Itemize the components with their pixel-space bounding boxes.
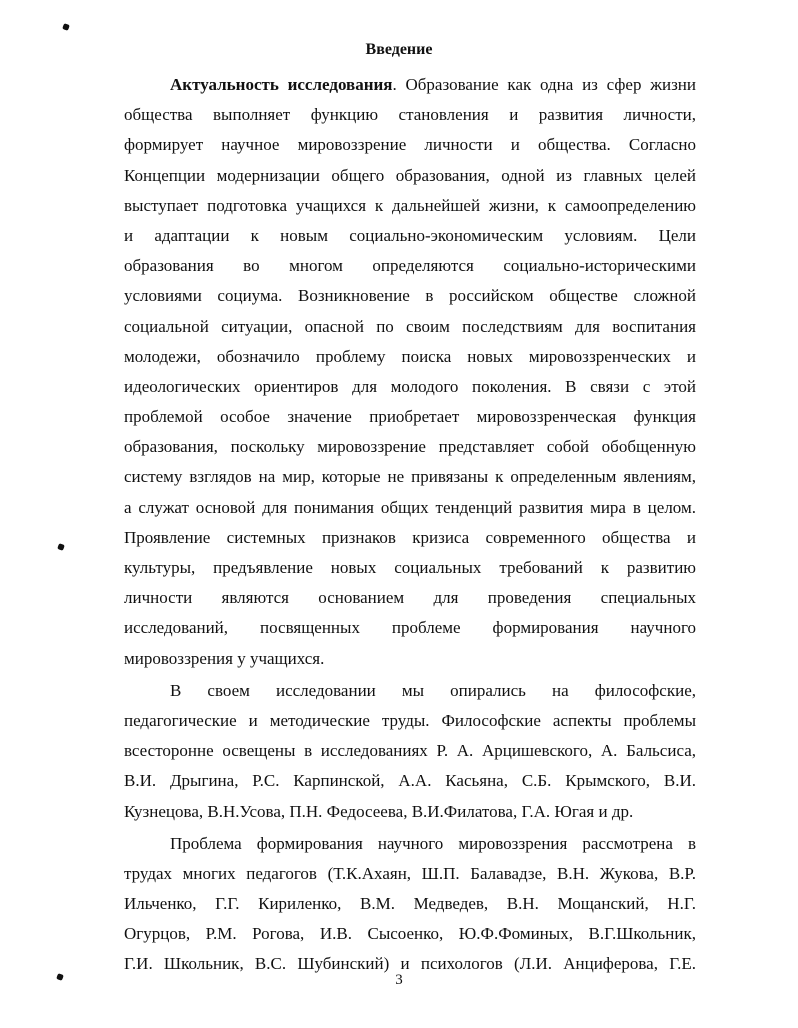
paragraph-line: Проблема формирования научного мировоззрения рассмотрена в	[170, 833, 696, 853]
paragraph-line: В своем исследовании мы опирались на философские,	[170, 680, 696, 700]
paragraph-line: Огурцов, Р.М. Рогова, И.В. Сысоенко, Ю.Ф.Фоминых, В.Г.Школьник,	[124, 924, 696, 944]
page-title: Введение	[365, 41, 433, 58]
paragraph-line: образования во многом определяются социально-историческими	[124, 256, 696, 276]
paragraph-line: условиями социума. Возникновение в российском обществе сложной	[124, 286, 696, 306]
paragraph-line: молодежи, обозначило проблему поиска новых мировоззренческих и	[124, 346, 696, 366]
paragraph-line: систему взглядов на мир, которые не привязаны к определенным явлениям,	[124, 467, 696, 487]
paragraph-line: всесторонне освещены в исследованиях Р. А. Арцишевского, А. Бальсиса,	[124, 741, 696, 761]
paragraph-line: Проявление системных признаков кризиса современного общества и	[124, 527, 696, 547]
paragraph-text: . Образование как одна из сфер жизни	[392, 75, 696, 94]
paragraph-line: исследований, посвященных проблеме формирования научного	[124, 618, 696, 638]
paragraph-line: и адаптации к новым социально-экономическим условиям. Цели	[124, 225, 696, 245]
paragraph-line	[124, 70, 696, 100]
paragraph-line: формирует научное мировоззрение личности и общества. Согласно	[124, 135, 696, 155]
paragraph-line: идеологических ориентиров для молодого поколения. В связи с этой	[124, 376, 696, 396]
paragraph-line: Кузнецова, В.Н.Усова, П.Н. Федосеева, В.И.Филатова, Г.А. Югая и др.	[124, 801, 634, 821]
paragraph-line: а служат основой для понимания общих тенденций развития мира в целом.	[124, 497, 696, 517]
scan-speck-mark	[62, 23, 70, 31]
paragraph-line: педагогические и методические труды. Философские аспекты проблемы	[124, 710, 696, 730]
paragraph-line: выступает подготовка учащихся к дальнейшей жизни, к самоопределению	[124, 195, 696, 215]
paragraph-line: Концепции модернизации общего образования, одной из главных целей	[124, 165, 696, 185]
page-number: 3	[395, 972, 403, 988]
paragraph-line: образования, поскольку мировоззрение представляет собой обобщенную	[124, 437, 696, 457]
paragraph-line: социальной ситуации, опасной по своим последствиям для воспитания	[124, 316, 696, 336]
lead-heading: Актуальность исследования	[170, 75, 393, 94]
paragraph-line: личности являются основанием для проведения специальных	[124, 588, 696, 608]
document-body	[124, 70, 696, 980]
paragraph-line: проблемой особое значение приобретает мировоззренческая функция	[124, 407, 696, 427]
paragraph-line: общества выполняет функцию становления и развития личности,	[124, 105, 696, 125]
scan-speck-mark	[57, 543, 65, 551]
paragraph-line: трудах многих педагогов (Т.К.Ахаян, Ш.П. Балавадзе, В.Н. Жукова, В.Р.	[124, 863, 696, 883]
paragraph-line: культуры, предъявление новых социальных требований к развитию	[124, 558, 696, 577]
paragraph-line: Г.И. Школьник, В.С. Шубинский) и психологов (Л.И. Анциферова, Г.Е.	[124, 954, 696, 974]
paragraph-line: В.И. Дрыгина, Р.С. Карпинской, А.А. Касьяна, С.Б. Крымского, В.И.	[124, 771, 696, 791]
paragraph-line: Ильченко, Г.Г. Кириленко, В.М. Медведев, В.Н. Мощанский, Н.Г.	[124, 894, 696, 914]
paragraph-line: мировоззрения у учащихся.	[124, 648, 325, 668]
